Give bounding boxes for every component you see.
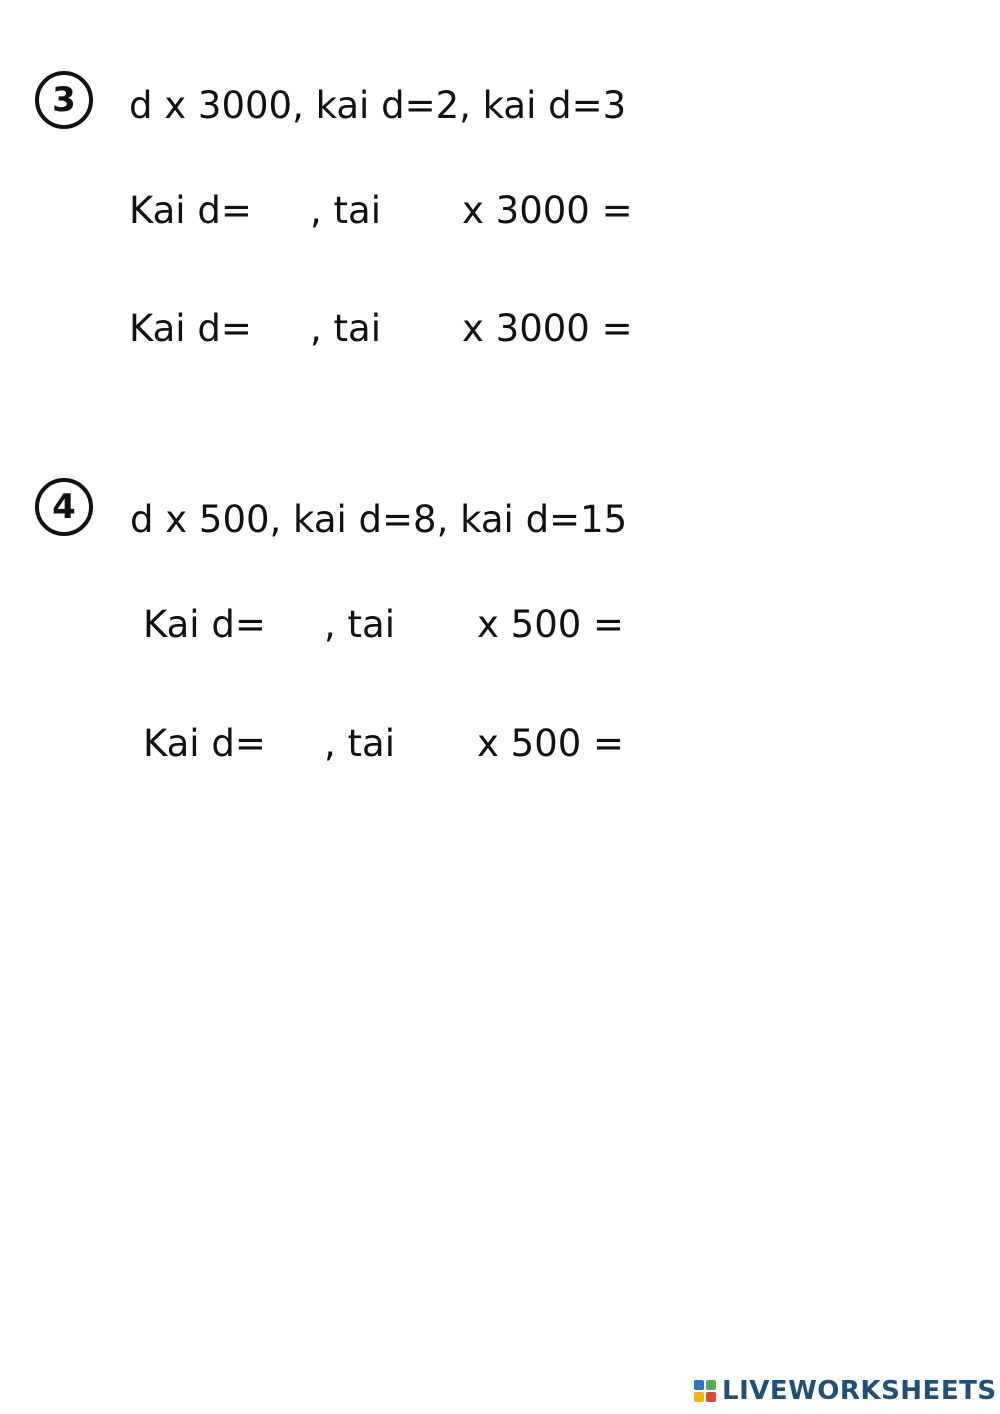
expression-label: x 500 = — [477, 722, 625, 765]
kai-label: Kai d= — [143, 722, 266, 765]
problem-number-badge — [35, 71, 93, 129]
liveworksheets-logo-icon — [694, 1380, 716, 1402]
tai-label: , tai — [324, 722, 395, 765]
tai-label: , tai — [324, 603, 395, 646]
problem-prompt: d x 500, kai d=8, kai d=15 — [130, 498, 628, 541]
kai-label: Kai d= — [129, 189, 252, 232]
kai-label: Kai d= — [143, 603, 266, 646]
problem-prompt: d x 3000, kai d=2, kai d=3 — [129, 84, 627, 127]
problem-number: 3 — [52, 80, 76, 120]
expression-label: x 3000 = — [462, 189, 633, 232]
tai-label: , tai — [310, 189, 381, 232]
liveworksheets-logo — [694, 1376, 997, 1406]
expression-label: x 3000 = — [462, 307, 633, 350]
logo-text: LIVEWORKSHEETS — [722, 1376, 997, 1406]
problem-number: 4 — [52, 487, 76, 527]
expression-label: x 500 = — [477, 603, 625, 646]
problem-number-badge — [35, 478, 93, 536]
tai-label: , tai — [310, 307, 381, 350]
kai-label: Kai d= — [129, 307, 252, 350]
